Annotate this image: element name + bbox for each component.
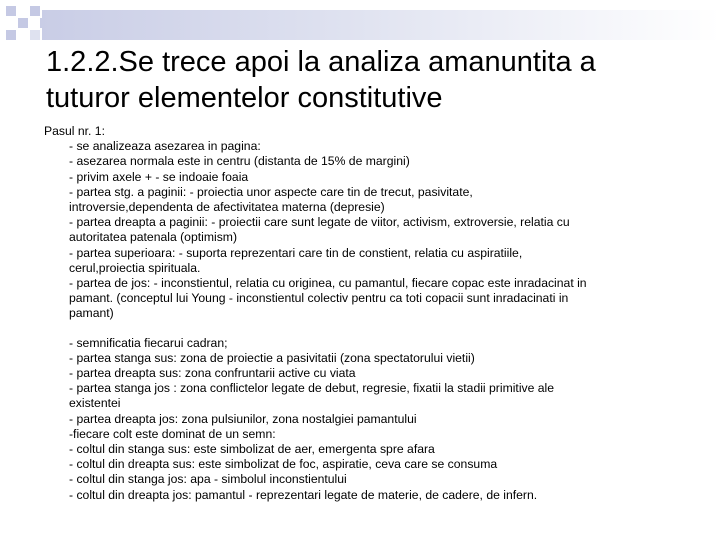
body-line: - partea stanga jos : zona conflictelor legate de debut, regresie, fixatii la stadii primitive ale — [69, 381, 555, 396]
body-line: existentei — [69, 396, 121, 411]
checker-square — [4, 28, 18, 42]
body-line: - partea de jos: - inconstientul, relatia cu originea, cu pamantul, fiecare copac este inradacinat in — [69, 276, 587, 291]
slide-title — [46, 44, 686, 116]
body-line: - coltul din dreapta sus: este simbolizat de foc, aspiratie, ceva care se consuma — [69, 457, 498, 472]
paragraph-page-placement — [69, 139, 684, 335]
body-line: - se analizeaza asezarea in pagina: — [69, 139, 261, 154]
slide-title-line: 1.2.2.Se trece apoi la analiza amanuntita a — [46, 46, 596, 78]
checker-square — [28, 28, 42, 42]
body-line: - partea superioara: - suporta reprezentari care tin de constient, relatia cu aspiratiile, — [69, 245, 523, 260]
paragraph-quadrant-meaning — [69, 336, 684, 503]
checker-square — [28, 4, 42, 18]
body-line: - coltul din dreapta jos: pamantul - reprezentari legate de materie, de cadere, de infern. — [69, 487, 538, 502]
slide-body — [44, 124, 684, 503]
body-line: - coltul din stanga jos: apa - simbolul inconstientului — [69, 472, 347, 487]
body-line: - privim axele + - se indoaie foaia — [69, 169, 249, 184]
body-line: - partea dreapta a paginii: - proiectii care sunt legate de viitor, activism, extroversie, relatia cu — [69, 215, 570, 230]
body-line: cerul,proiectia spirituala. — [69, 260, 201, 275]
body-line: - coltul din stanga sus: este simbolizat de aer, emergenta spre afara — [69, 442, 435, 457]
paragraph-spacer — [69, 322, 684, 336]
body-line: - semnificatia fiecarui cadran; — [69, 335, 228, 350]
step-label: Pasul nr. 1: — [44, 124, 105, 138]
body-line: introversie,dependenta de afectivitatea materna (depresie) — [69, 200, 385, 215]
body-line: - partea dreapta jos: zona pulsiunilor, zona nostalgiei pamantului — [69, 411, 417, 426]
body-line: - partea stg. a paginii: - proiectia unor aspecte care tin de trecut, pasivitate, — [69, 184, 473, 199]
header-gradient-bar — [40, 10, 720, 40]
body-line: - partea stanga sus: zona de proiectie a pasivitatii (zona spectatorului vietii) — [69, 350, 475, 365]
body-line: - partea dreapta sus: zona confruntarii active cu viata — [69, 366, 356, 381]
body-line: - asezarea normala este in centru (distanta de 15% de margini) — [69, 154, 410, 169]
body-line: pamant. (conceptul lui Young - inconstientul colectiv pentru ca toti copacii sunt inradacinati in — [69, 291, 569, 306]
body-line: autoritatea patenala (optimism) — [69, 230, 238, 245]
slide-title-line: tuturor elementelor constitutive — [46, 82, 443, 114]
header-decoration — [0, 0, 720, 45]
body-line: pamant) — [69, 306, 114, 321]
body-line: -fiecare colt este dominat de un semn: — [69, 426, 276, 441]
